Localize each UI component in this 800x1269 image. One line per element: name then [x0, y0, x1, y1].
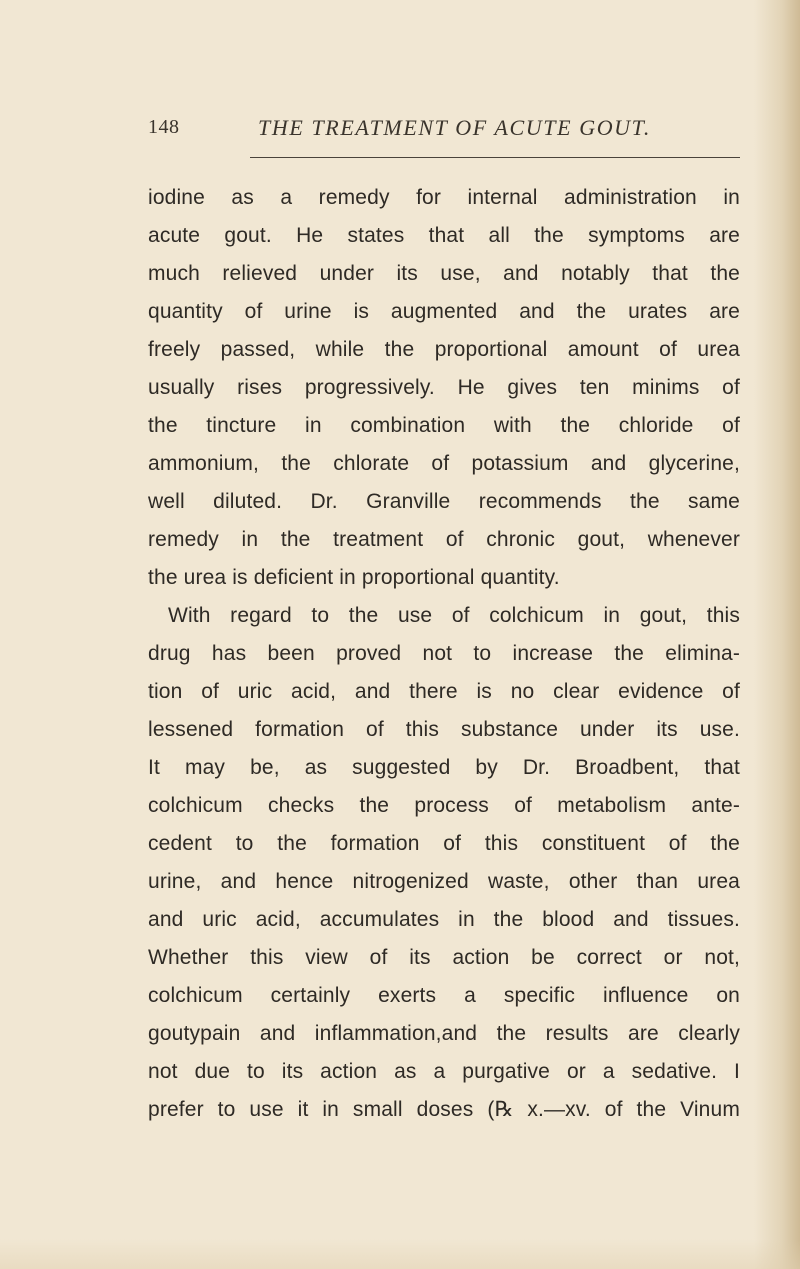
- text-line: the urea is deficient in proportional quantity.: [148, 566, 560, 589]
- paragraph-start-line: With regard to the use of colchicum in gout, this: [168, 604, 740, 627]
- text-line: and uric acid, accumulates in the blood and tissues.: [148, 908, 740, 931]
- header-rule: [250, 157, 740, 158]
- text-line: the tincture in combination with the chloride of: [148, 414, 740, 437]
- page-header: [148, 116, 748, 152]
- text-line: urine, and hence nitrogenized waste, other than urea: [148, 870, 740, 893]
- text-line: much relieved under its use, and notably that the: [148, 262, 740, 285]
- text-line: remedy in the treatment of chronic gout, whenever: [148, 528, 740, 551]
- text-line: cedent to the formation of this constituent of the: [148, 832, 740, 855]
- page-edge-shadow: [754, 0, 800, 1269]
- text-line: lessened formation of this substance under its use.: [148, 718, 740, 741]
- text-line: ammonium, the chlorate of potassium and glycerine,: [148, 452, 740, 475]
- body-text: [148, 179, 740, 1129]
- text-line: acute gout. He states that all the symptoms are: [148, 224, 740, 247]
- running-head: THE TREATMENT OF ACUTE GOUT.: [258, 115, 651, 140]
- text-line: tion of uric acid, and there is no clear evidence of: [148, 680, 740, 703]
- text-line: quantity of urine is augmented and the urates are: [148, 300, 740, 323]
- text-line: It may be, as suggested by Dr. Broadbent, that: [148, 756, 740, 779]
- text-line: colchicum certainly exerts a specific influence on: [148, 984, 740, 1007]
- text-line: iodine as a remedy for internal administration in: [148, 186, 740, 209]
- text-line: goutypain and inflammation,and the results are clearly: [148, 1022, 740, 1045]
- text-line: freely passed, while the proportional amount of urea: [148, 338, 740, 361]
- page-bottom-shadow: [0, 1239, 800, 1269]
- text-line: not due to its action as a purgative or a sedative. I: [148, 1060, 740, 1083]
- page-number: 148: [148, 116, 180, 138]
- text-line: well diluted. Dr. Granville recommends the same: [148, 490, 740, 513]
- text-line: drug has been proved not to increase the elimina-: [148, 642, 740, 665]
- text-line: colchicum checks the process of metabolism ante-: [148, 794, 740, 817]
- text-line: Whether this view of its action be correct or not,: [148, 946, 740, 969]
- text-line: prefer to use it in small doses (℞ x.—xv. of the Vinum: [148, 1098, 740, 1121]
- text-line: usually rises progressively. He gives ten minims of: [148, 376, 740, 399]
